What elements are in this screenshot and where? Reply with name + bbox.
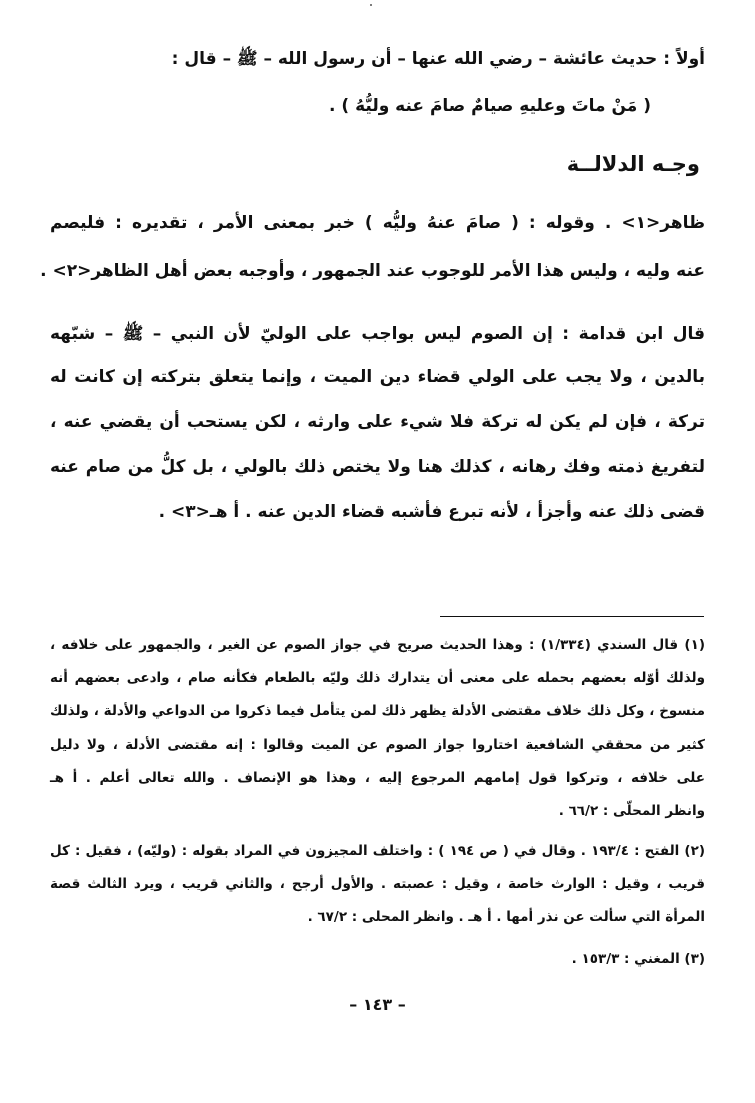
paragraph-1-line-1: ظاهر<١> . وقوله : ( صامَ عنهُ وليُّه ) خبر بمعنى الأمر ، تقديره : فليصم bbox=[50, 213, 705, 233]
footnote-2-line-1: (٢) الفتح : ١٩٣/٤ . وقال في ( ص ١٩٤ ) : واختلف المجيزون في المراد بقوله : (وليّه) ، فقيل : كل bbox=[50, 843, 706, 859]
hadith-intro-line: أولاً : حديث عائشة – رضي الله عنها – أن رسول الله – ﷺ – قال : bbox=[171, 49, 705, 69]
footnote-1-line-6: وانظر المحلّى : ٦٦/٢ . bbox=[558, 803, 705, 819]
hadith-text: ( مَنْ ماتَ وعليهِ صيامٌ صامَ عنه وليُّهُ ) . bbox=[329, 96, 651, 116]
paragraph-1-line-2: عنه وليه ، وليس هذا الأمر للوجوب عند الجمهور ، وأوجبه بعض أهل الظاهر<٢> . bbox=[40, 261, 705, 281]
paragraph-2-line-3: تركة ، فإن لم يكن له تركة فلا شيء على وارثه ، لكن يستحب أن يقضي عنه ، bbox=[50, 412, 705, 432]
scan-speck bbox=[370, 4, 372, 6]
footnote-2-line-3: المرأة التي سألت عن نذر أمها . أ هـ . وانظر المحلى : ٦٧/٢ . bbox=[307, 909, 705, 925]
footnote-separator bbox=[440, 616, 704, 617]
footnote-3-line-1: (٣) المغني : ١٥٣/٣ . bbox=[571, 951, 705, 967]
paragraph-2-line-1: قال ابن قدامة : إن الصوم ليس بواجب على الوليّ لأن النبي – ﷺ – شبّهه bbox=[50, 324, 705, 344]
paragraph-2-line-5: قضى ذلك عنه وأجزأ ، لأنه تبرع فأشبه قضاء الدين عنه . أ هـ<٣> . bbox=[158, 502, 705, 522]
footnote-1-line-1: (١) قال السندي (١/٣٣٤) : وهذا الحديث صريح في جواز الصوم عن الغير ، والجمهور على خلافه ، bbox=[50, 637, 705, 653]
paragraph-2-line-2: بالدين ، ولا يجب على الولي قضاء دين الميت ، وإنما يتعلق بتركته إن كانت له bbox=[50, 367, 705, 387]
footnote-1-line-4: كثير من محققي الشافعية اختاروا جواز الصوم عن الميت وقالوا : إنه مقتضى الأدلة ، ولا دليل bbox=[50, 737, 705, 753]
section-heading: وجـه الدلالــة bbox=[566, 152, 700, 176]
page-number: – ١٤٣ – bbox=[349, 995, 406, 1014]
footnote-1-line-5: على خلافه ، وتركوا قول إمامهم المرجوع إليه ، وهذا هو الإنصاف . والله تعالى أعلم . أ هـ bbox=[50, 770, 705, 786]
paragraph-2-line-4: لتفريغ ذمته وفك رهانه ، كذلك هنا ولا يختص ذلك بالولي ، بل كلُّ من صام عنه bbox=[50, 457, 705, 477]
footnote-2-line-2: قريب ، وقيل : الوارث خاصة ، وقيل : عصبته . والأول أرجح ، والثاني قريب ، ويرد الثالث قصة bbox=[50, 876, 705, 892]
footnote-1-line-3: منسوخ ، وكل ذلك خلاف مقتضى الأدلة يظهر ذلك لمن يتأمل فيما ذكروا من الدواعي والأدلة ، ولذلك bbox=[50, 703, 705, 719]
footnote-1-line-2: ولذلك أوّله بعضهم بحمله على معنى أن يتدارك ذلك وليّه بالطعام فكأنه صام ، وادعى بعضهم أنه bbox=[50, 670, 705, 686]
